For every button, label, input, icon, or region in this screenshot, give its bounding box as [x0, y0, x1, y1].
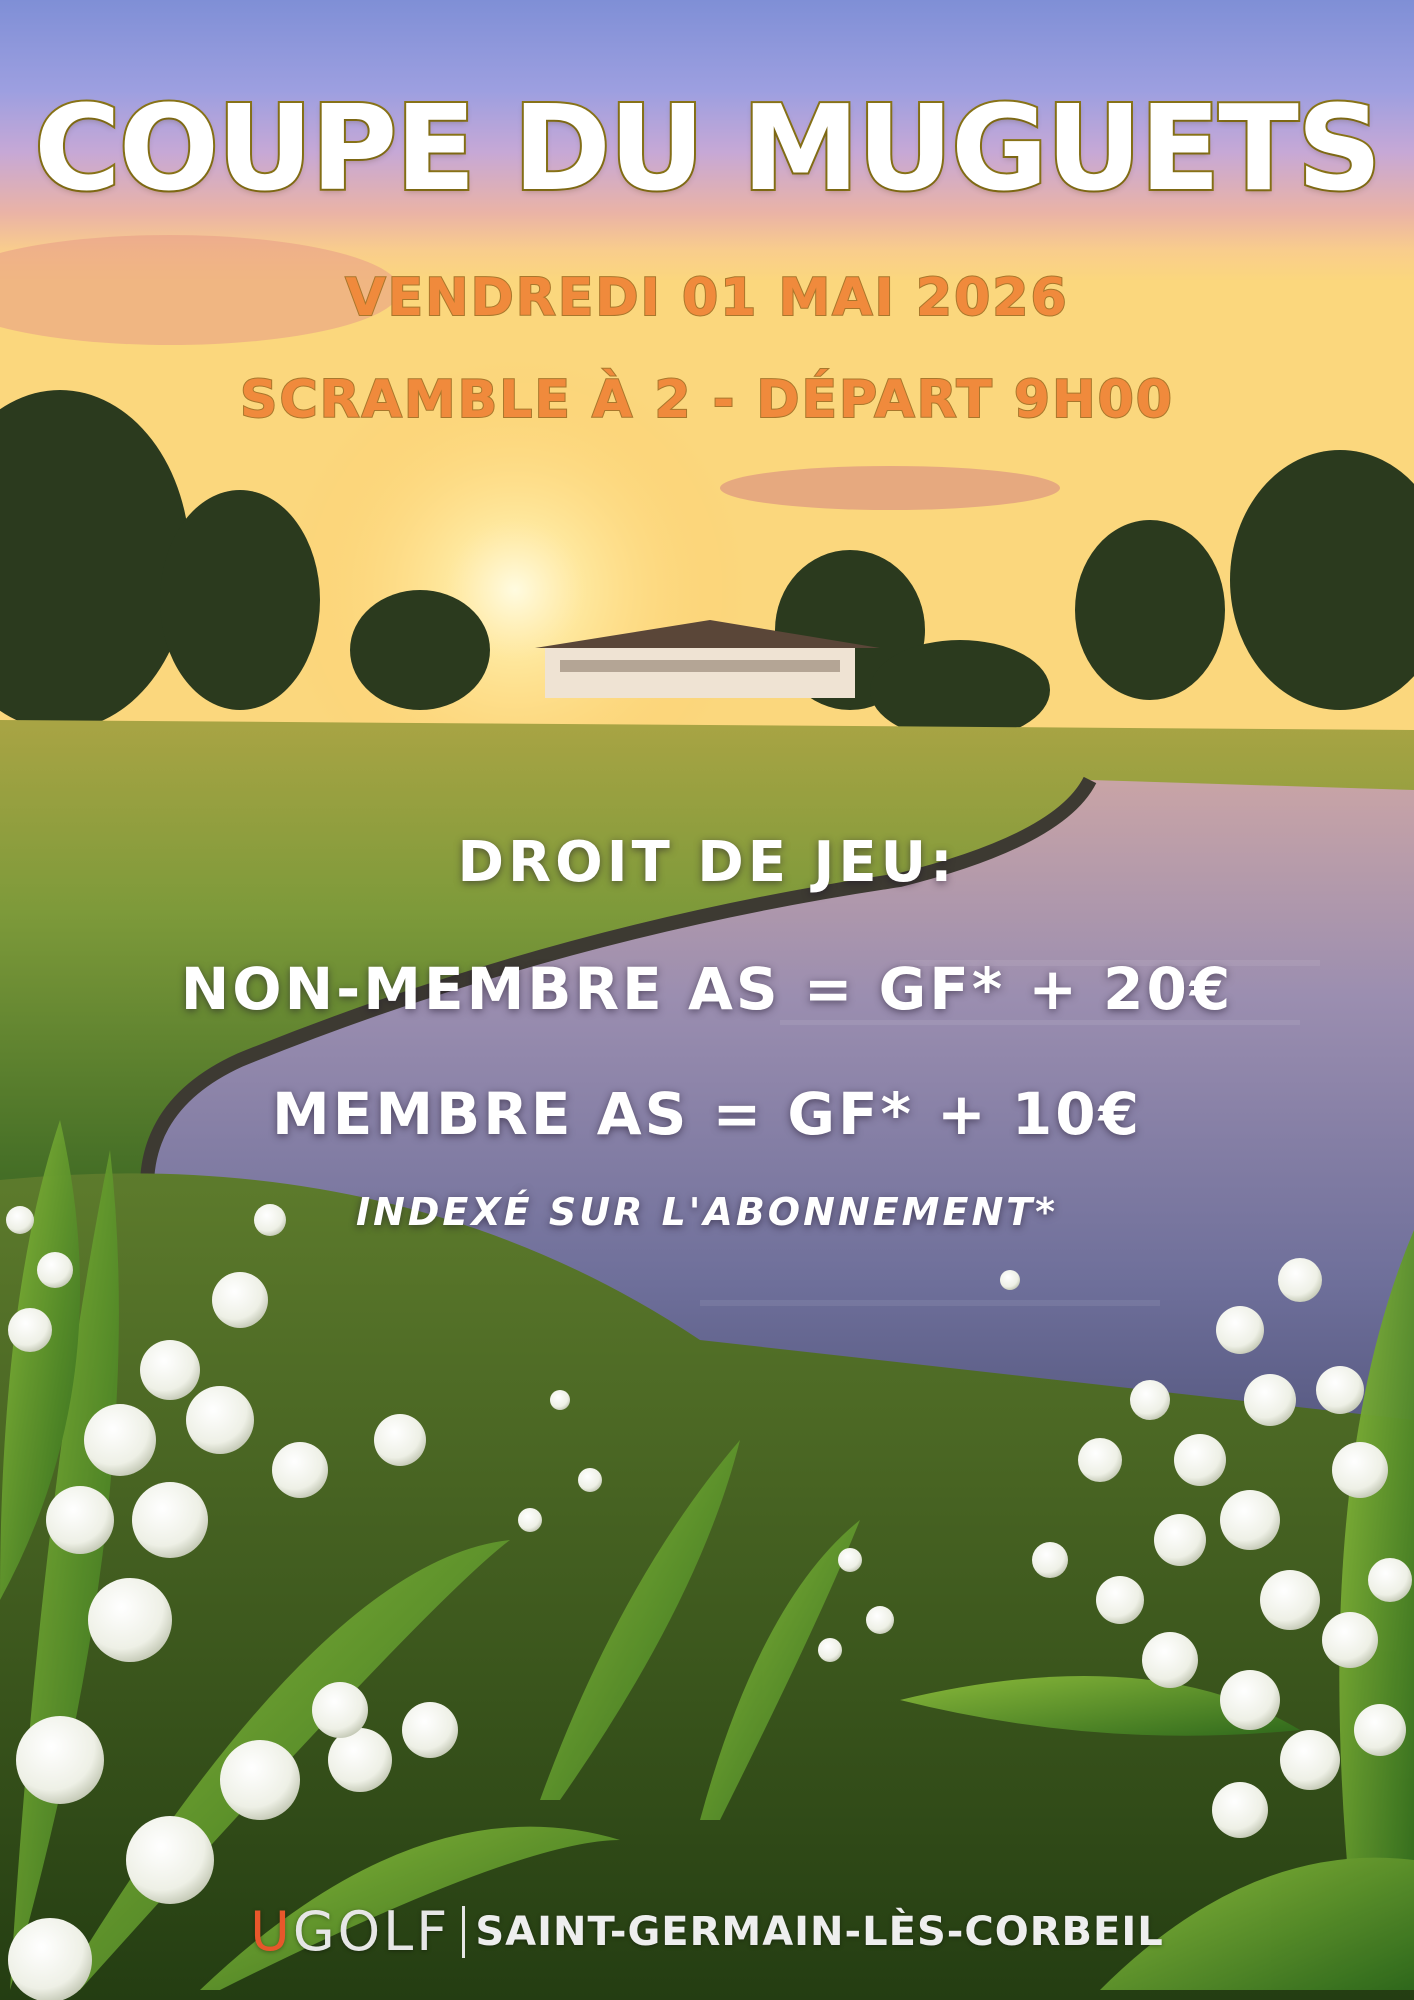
golf-location: SAINT-GERMAIN-LÈS-CORBEIL: [475, 1908, 1164, 1955]
member-price: MEMBRE AS = GF* + 10€: [272, 1080, 1142, 1148]
brand-u: U: [250, 1900, 293, 1963]
pricing-note: INDEXÉ SUR L'ABONNEMENT*: [355, 1190, 1059, 1234]
brand-golf: GOLF: [292, 1900, 451, 1963]
ugolf-logo: [250, 1900, 450, 1963]
event-date: VENDREDI 01 MAI 2026: [345, 268, 1069, 328]
event-format: SCRAMBLE À 2 - DÉPART 9H00: [240, 370, 1174, 430]
pricing-heading: DROIT DE JEU:: [457, 830, 957, 895]
event-title: COUPE DU MUGUETS: [34, 79, 1380, 217]
non-member-price: NON-MEMBRE AS = GF* + 20€: [180, 955, 1234, 1023]
logo-divider: [462, 1906, 465, 1958]
footer-logo: [0, 1900, 1414, 1963]
